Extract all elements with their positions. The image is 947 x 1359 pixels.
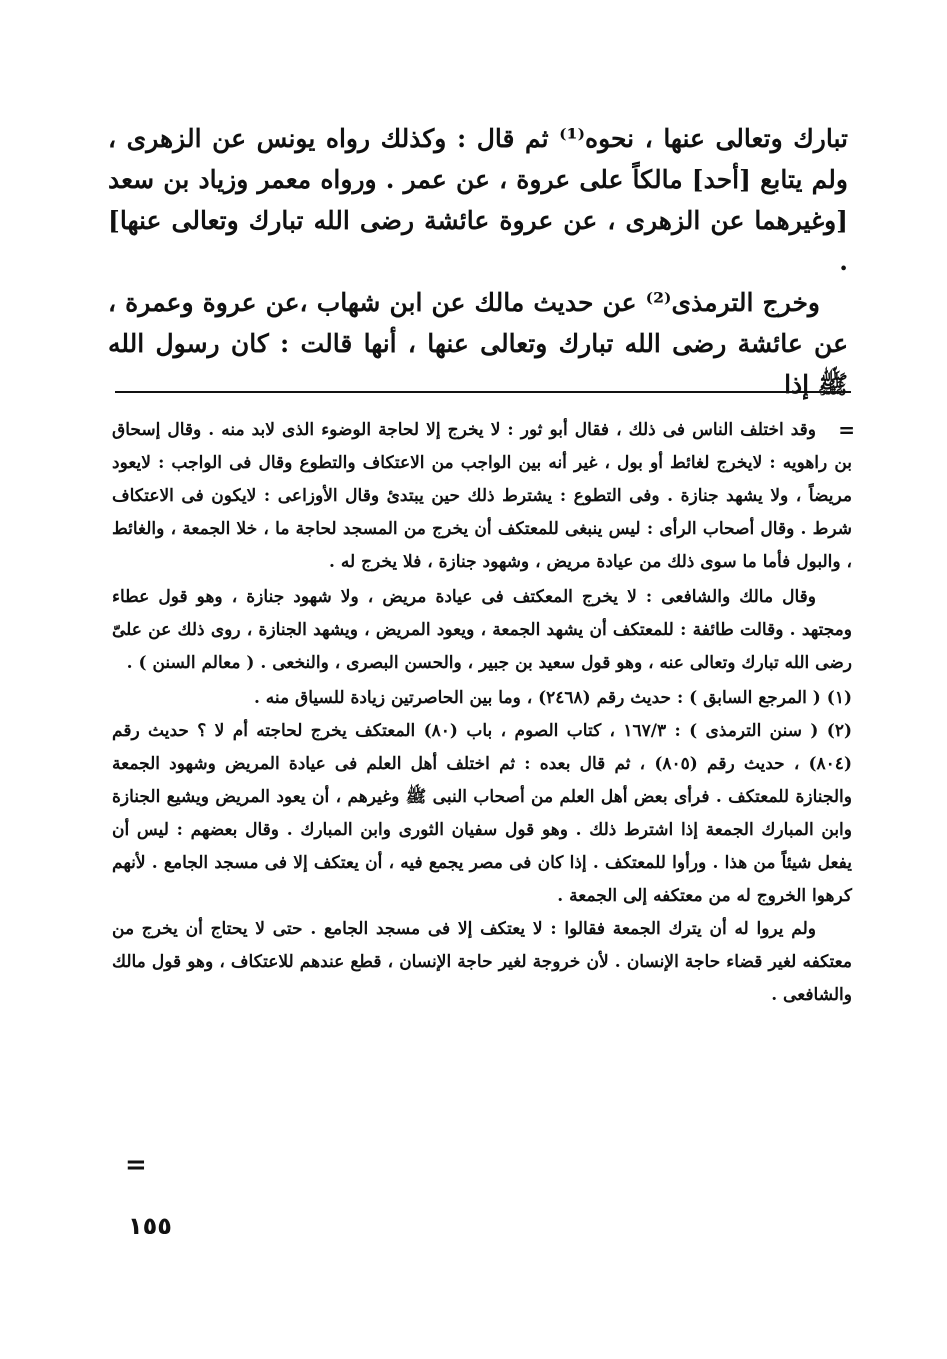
footnote-divider: [115, 391, 851, 393]
page-number: ١٥٥: [128, 1212, 172, 1240]
main-paragraph: تبارك وتعالى عنها ، نحوه⁽¹⁾ ثم قال : وكذلك رواه يونس عن الزهرى ، ولم يتابع [أحد] مالكاً على عروة ، عن عمر . ورواه معمر وزياد بن سعد [وغيرهما عن الزهرى ، عن عروة عائشة رضى الله تبارك وتعالى عنها] .: [108, 124, 848, 276]
footnote-carryover: وقال مالك والشافعى : لا يخرج المعكتف فى عيادة مريض ، ولا شهود جنازة ، وهو قول عطاء ومجتهد . وقالت طائفة : للمعتكف أن يشهد الجمعة ، ويعود المريض ، ويشهد الجنازة ، روى ذلك عن علىّ رضى الله تبارك وتعالى عنه ، وهو قول سعيد بن جبير ، والحسن البصرى ، والنخعى . ( معالم السنن ) .: [112, 587, 852, 673]
footnote-carryover: وقد اختلف الناس فى ذلك ، فقال أبو ثور : لا يخرج إلا لحاجة الوضوء الذى لابد منه . وقال إسحاق بن راهويه : لايخرج لغائط أو بول ، غير أنه بين الواجب من الاعتكاف والتطوع وقال فى الواجب : لايعود مريضاً ، ولا يشهد جنازة . وفى التطوع : يشترط ذلك حين يبتدئ وقال الأوزاعى : لايكون فى الاعتكاف شرط . وقال أصحاب الرأى : ليس ينبغى للمعتكف أن يخرج من المسجد لحاجة ما ، خلا الجمعة ، والغائط ، والبول فأما ما سوى ذلك من عيادة مريض ، وشهود جنازة ، فلا يخرج له .: [112, 420, 852, 572]
continuation-mark-bottom: =: [125, 1150, 147, 1180]
main-text-block: [108, 118, 848, 405]
footnote-1: (١) ( المرجع السابق ) : حديث رقم (٢٤٦٨) ، وما بين الحاصرتين زيادة للسياق منه .: [253, 688, 852, 708]
continuation-mark-top: =: [838, 418, 855, 442]
footnote-2: (٢) ( سنن الترمذى ) : ١٦٧/٣ ، كتاب الصوم ، باب (٨٠) المعتكف يخرج لحاجته أم لا ؟ حديث رقم (٨٠٤) ، حديث رقم (٨٠٥) ، ثم قال بعده : ثم اختلف أهل العلم فى عيادة المريض وشهود الجمعة والجنازة للمعتكف . فرأى بعض أهل العلم من أصحاب النبى ﷺ وغيرهم ، أن يعود المريض ويشيع الجنازة وابن المبارك الجمعة إذا اشترط ذلك . وهو قول سفيان الثورى وابن المبارك . وقال بعضهم : ليس أن يفعل شيئاً من هذا . ورأوا للمعتكف . إذا كان فى مصر يجمع فيه ، أن يعتكف إلا فى مسجد الجامع . لأنهم كرهوا الخروج له من معتكفه إلى الجمعة .: [112, 721, 852, 906]
footnotes-block: [112, 414, 852, 1012]
main-paragraph: وخرج الترمذى⁽²⁾ عن حديث مالك عن ابن شهاب ،عن عروة وعمرة ، عن عائشة رضى الله تبارك وتعالى عنها ، أنها قالت : كان رسول الله ﷺ إذا: [108, 288, 848, 399]
footnote-2-continuation: ولم يروا له أن يترك الجمعة فقالوا : لا يعتكف إلا فى مسجد الجامع . حتى لا يحتاج أن يخرج من معتكفه لغير قضاء حاجة الإنسان . لأن خروجة لغير حاجة الإنسان ، قطع عندهم للاعتكاف ، وهو قول مالك والشافعى .: [112, 919, 852, 1005]
